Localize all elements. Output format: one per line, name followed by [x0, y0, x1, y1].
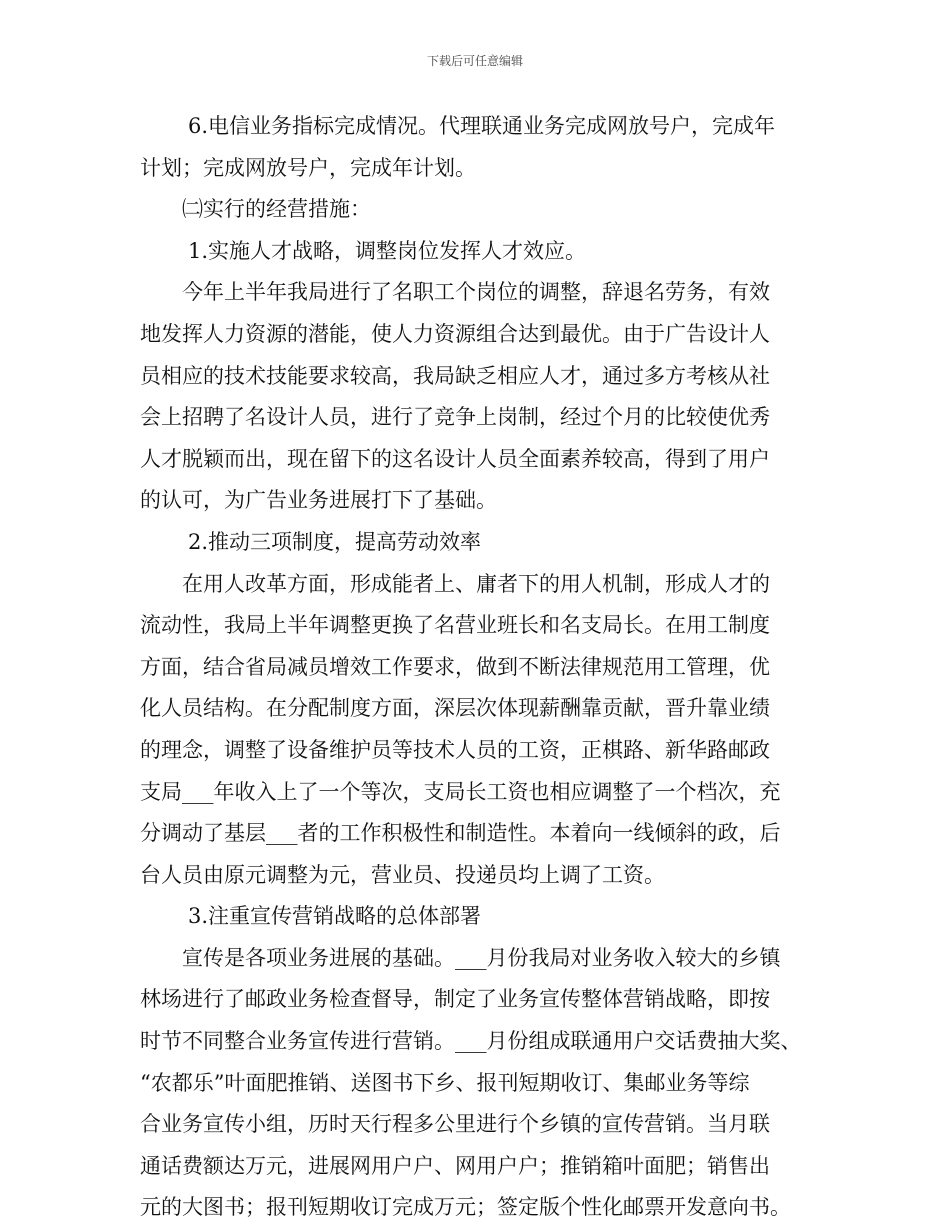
document-body: [140, 106, 812, 1229]
text-line: 林场进行了邮政业务检查督导，制定了业务宣传整体营销战略，即按: [140, 987, 770, 1012]
text-line: 1.实施人才战略，调整岗位发挥人才效应。: [188, 238, 587, 263]
text-line: 6.电信业务指标完成情况。代理联通业务完成网放号户，完成年: [188, 114, 776, 138]
text-line: 方面，结合省局减员增效工作要求，做到不断法律规范用工管理，优: [140, 654, 770, 679]
text-line: 台人员由原元调整为元，营业员、投递员均上调了工资。: [140, 862, 665, 887]
text-line: 的理念，调整了设备维护员等技术人员的工资，正棋路、新华路邮政: [140, 737, 770, 762]
text-line: 宣传是各项业务进展的基础。___月份我局对业务收入较大的乡镇: [182, 945, 781, 970]
text-line: 地发挥人力资源的潜能，使人力资源组合达到最优。由于广告设计人: [140, 321, 770, 346]
text-line: 今年上半年我局进行了名职工个岗位的调整，辞退名劳务，有效: [182, 280, 770, 305]
text-line: 计划；完成网放号户，完成年计划。: [140, 155, 476, 180]
text-line: 人才脱颖而出，现在留下的这名设计人员全面素养较高，得到了用户: [140, 446, 770, 471]
text-line: 流动性，我局上半年调整更换了名营业班长和名支局长。在用工制度: [140, 613, 770, 638]
text-line: ㈡实行的经营措施：: [182, 197, 371, 222]
text-line: 化人员结构。在分配制度方面，深层次体现薪酬靠贡献，晋升靠业绩: [140, 696, 770, 721]
text-line: 2.推动三项制度，提高劳动效率: [188, 529, 482, 554]
text-line: 3.注重宣传营销战略的总体部署: [188, 904, 482, 929]
text-line: “农都乐”叶面肥推销、送图书下乡、报刊短期收订、集邮业务等综: [140, 1070, 750, 1095]
text-line: 支局___年收入上了一个等次，支局长工资也相应调整了一个档次，充: [140, 779, 781, 804]
text-line: 的认可，为广告业务进展打下了基础。: [140, 488, 497, 513]
text-line: 员相应的技术技能要求较高，我局缺乏相应人才，通过多方考核从社: [140, 363, 770, 388]
text-line: 合业务宣传小组，历时天行程多公里进行个乡镇的宣传营销。当月联: [140, 1112, 770, 1137]
text-line: 时节不同整合业务宣传进行营销。___月份组成联通用户交话费抽大奖、: [140, 1029, 802, 1054]
text-line: 分调动了基层___者的工作积极性和制造性。本着向一线倾斜的政，后: [140, 821, 781, 846]
text-line: 会上招聘了名设计人员，进行了竞争上岗制，经过个月的比较使优秀: [140, 405, 770, 430]
text-line: 在用人改革方面，形成能者上、庸者下的用人机制，形成人才的: [182, 571, 770, 596]
text-line: 通话费额达万元，进展网用户户、网用户户；推销箱叶面肥；销售出: [140, 1153, 770, 1178]
page-header: 下载后可任意编辑: [426, 54, 523, 68]
text-line: 元的大图书；报刊短期收订完成万元；签定版个性化邮票开发意向书。: [140, 1195, 791, 1220]
